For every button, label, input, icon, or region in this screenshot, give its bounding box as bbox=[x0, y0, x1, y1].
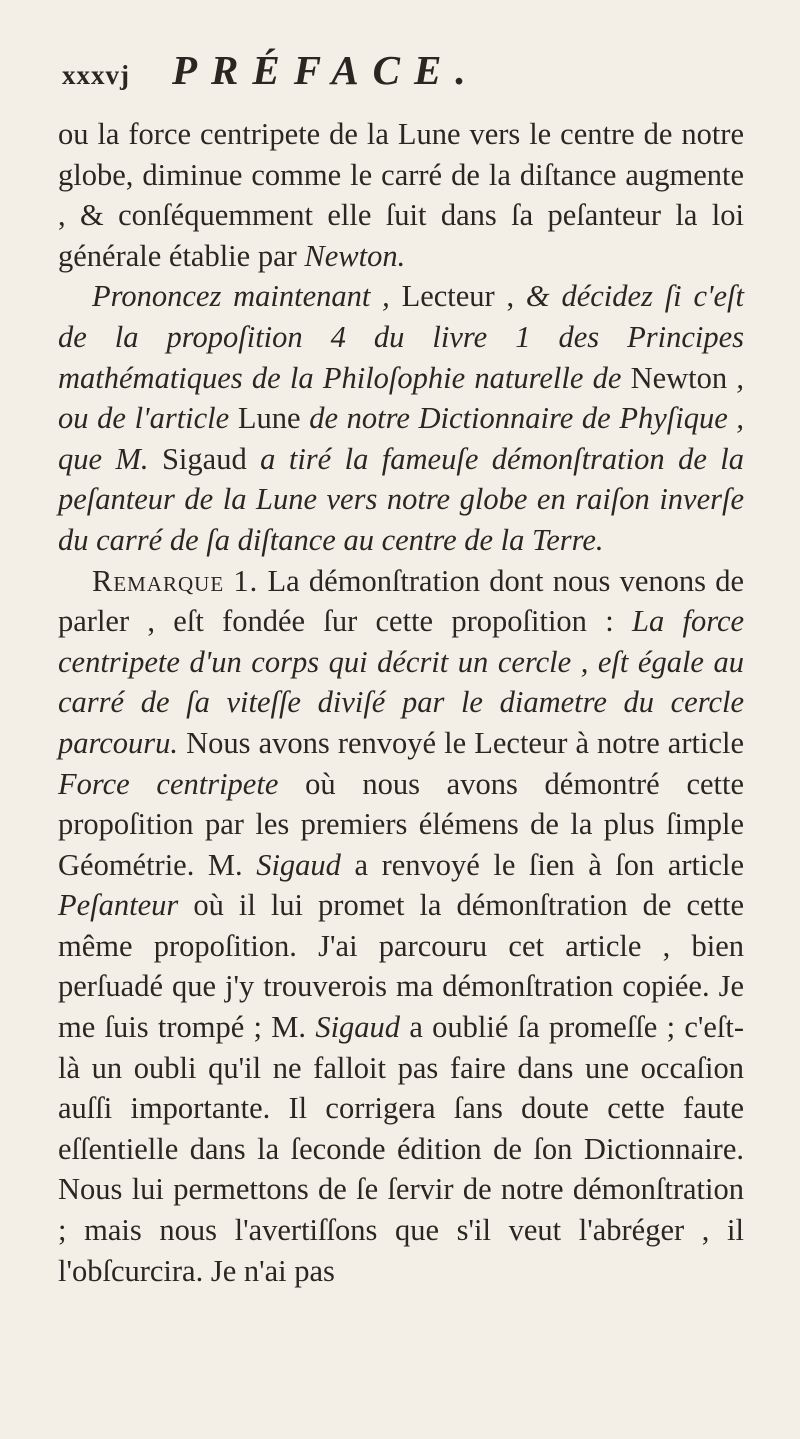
p2-segment-3: & décidez ſi c'eſt de la propoſition 4 du livre 1 des Principes mathématiques de la Philoſophie naturelle de bbox=[58, 279, 744, 395]
body-text bbox=[58, 114, 744, 1291]
p2-segment-9: a tiré la fameuſe démonſtration de la peſanteur de la Lune vers notre globe en raiſon inverſe du carré de ſa diſtance au centre de la Terre. bbox=[58, 441, 745, 557]
running-head bbox=[58, 46, 744, 110]
p3-segment-4: Force centripete bbox=[58, 766, 279, 801]
remarque-number: 1. bbox=[233, 563, 259, 598]
p3-segment-5: où nous avons démontré cette propoſition par les premiers élémens de la plus ſimple Géométrie. M. bbox=[58, 766, 745, 882]
p3-segment-3: Nous avons renvoyé le Lecteur à notre article bbox=[186, 725, 744, 760]
p2-segment-6: Lune bbox=[237, 401, 301, 436]
p2-segment-4: Newton bbox=[630, 360, 728, 395]
p2-segment-2: Lecteur , bbox=[401, 279, 515, 314]
p2-segment-8: Sigaud bbox=[161, 441, 247, 476]
paragraph-remarque bbox=[58, 561, 744, 1292]
p3-segment-9: où il lui promet la démonſtration de cette même propoſition. J'ai parcouru cet article , bien perſuadé que j'y trouverois ma démonſtration copiée. Je me ſuis trompé ; M. bbox=[58, 888, 745, 1045]
p3-segment-2: La force centripete d'un corps qui décrit un cercle , eſt égale au carré de ſa viteſſe diviſé par le diametre du cercle parcouru. bbox=[58, 604, 745, 760]
p2-segment-1: Prononcez maintenant , bbox=[92, 279, 390, 314]
p3-segment-7: a renvoyé le ſien à ſon article bbox=[354, 847, 745, 882]
p2-segment-5: , ou de l'article bbox=[58, 360, 744, 436]
p3-segment-6: Sigaud bbox=[256, 847, 341, 882]
paragraph1-text: ou la force centripete de la Lune vers le centre de notre globe, diminue comme le carré de la diſtance augmente , & conſéquemment elle ſuit dans ſa peſanteur la loi générale établie par bbox=[58, 117, 744, 273]
page-number: xxxvj bbox=[62, 60, 130, 90]
paragraph-continuation bbox=[58, 114, 744, 276]
p3-segment-1: La démonſtration dont nous venons de parler , eſt fondée ſur cette propoſition : bbox=[58, 563, 744, 639]
remarque-label: Remarque bbox=[92, 563, 225, 598]
p2-segment-7: de notre Dictionnaire de Phyſique , que M. bbox=[58, 401, 745, 476]
p3-segment-10: Sigaud bbox=[315, 1010, 401, 1045]
p3-segment-11: a oublié ſa promeſſe ; c'eſt-là un oubli qu'il ne falloit pas faire dans une occaſion auſſi importante. Il corrigera ſans doute cette faute eſſentielle dans la ſeconde édition de ſon Dictionnaire. Nous lui permettons de ſe ſervir de notre démonſtration ; mais nous l'avertiſſons que s'il veut l'abréger , il l'obſcurcira. Je n'ai pas bbox=[58, 1010, 745, 1288]
paragraph-question bbox=[58, 276, 744, 560]
p3-segment-8: Peſanteur bbox=[58, 888, 179, 923]
author-name-newton: Newton. bbox=[304, 238, 406, 273]
running-title: PRÉFACE. bbox=[172, 47, 480, 93]
